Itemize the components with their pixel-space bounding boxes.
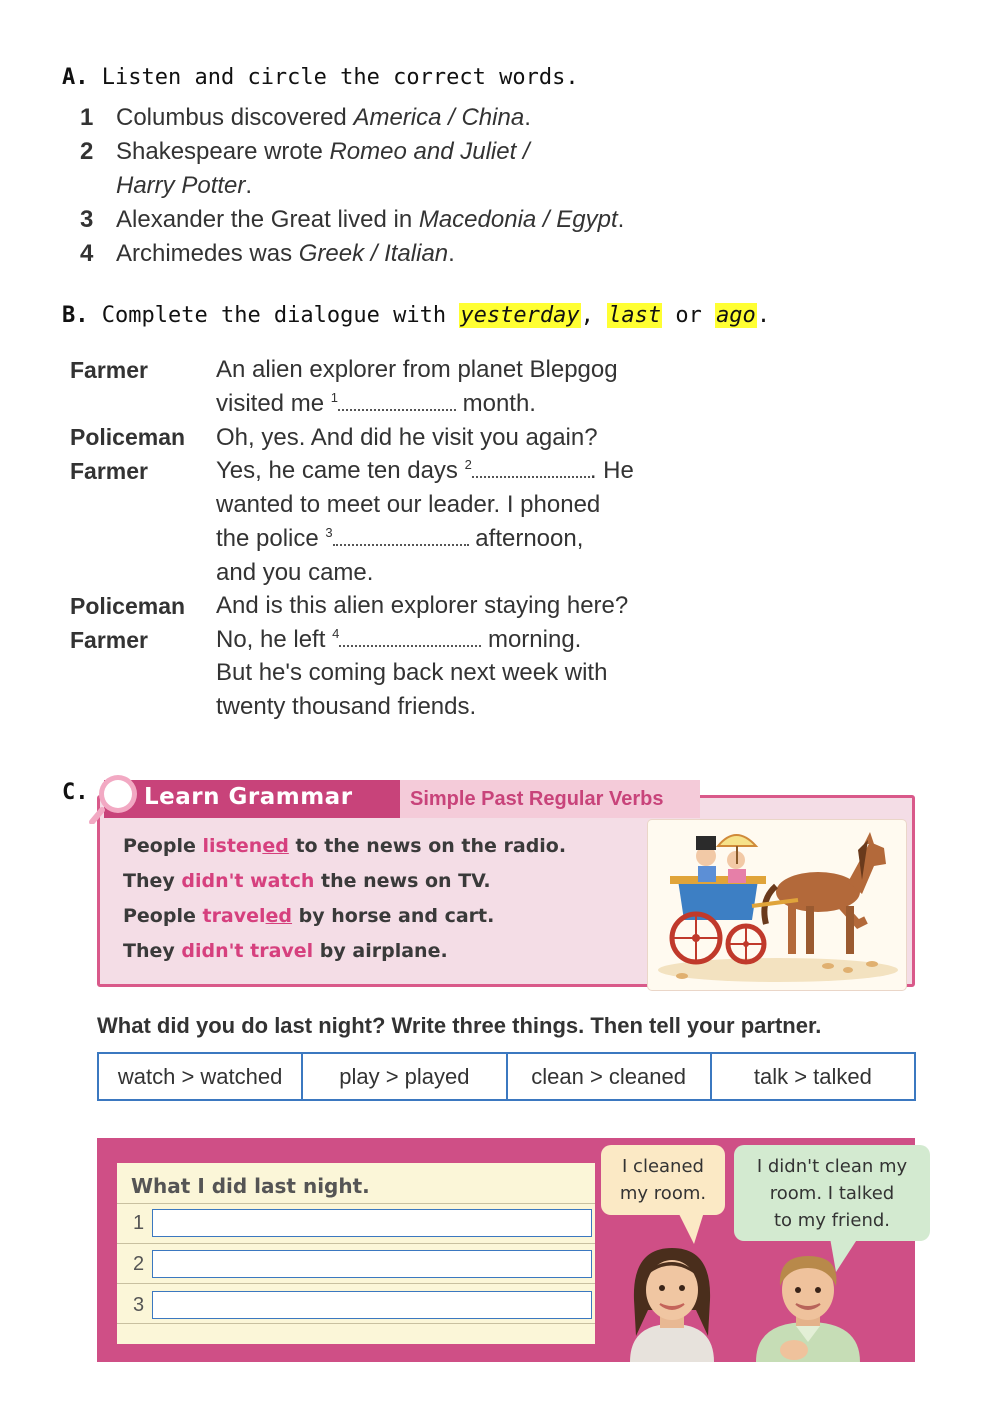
note-divider	[117, 1323, 595, 1324]
example-text: by horse and cart.	[292, 905, 495, 927]
item-number: 1	[80, 104, 94, 131]
dialogue-line: And is this alien explorer staying here?	[216, 592, 629, 619]
section-a-heading	[62, 65, 579, 90]
section-a-item-2	[80, 138, 530, 166]
verb-cell-play: play > played	[303, 1054, 507, 1099]
section-c-letter: C.	[62, 780, 89, 805]
dialogue-line: wanted to meet our leader. I phoned	[216, 491, 601, 518]
verb-cell-talk: talk > talked	[753, 1063, 872, 1089]
blank-4[interactable]	[339, 629, 481, 647]
dialogue-text: morning.	[481, 626, 582, 653]
dialogue-line: twenty thousand friends.	[216, 693, 477, 720]
comma: ,	[580, 303, 594, 328]
section-a-instruction: Listen and circle the correct words.	[101, 65, 579, 90]
item-punct: .	[617, 206, 625, 233]
example-verb: didn't watch	[181, 870, 315, 892]
verb-cell-watch: watch > watched	[99, 1054, 303, 1099]
highlight-word-last: last	[608, 303, 662, 328]
example-verb: didn't travel	[181, 940, 314, 962]
example-text: by airplane.	[313, 940, 448, 962]
answer-input-2[interactable]	[152, 1250, 592, 1278]
blank-number: 2	[464, 457, 472, 472]
dialogue-line: An alien explorer from planet Blepgog	[216, 356, 618, 383]
bubble-text: I didn't clean my	[756, 1156, 908, 1177]
highlight-word-ago: ago	[716, 303, 756, 328]
or-text: or	[662, 303, 716, 328]
note-divider	[117, 1283, 595, 1284]
blank-1[interactable]	[338, 393, 456, 411]
highlight-word-yesterday: yesterday	[460, 303, 580, 328]
grammar-example-2	[123, 870, 491, 892]
item-number: 4	[80, 240, 94, 267]
item-punct: .	[448, 240, 455, 267]
question-text: What did you do last night? Write three things. Then tell your partner.	[97, 1013, 822, 1038]
dialogue-text: the police	[216, 525, 326, 552]
example-text: They	[123, 870, 182, 892]
dialogue-text: No, he left	[216, 626, 333, 653]
speech-bubble-boy	[734, 1145, 930, 1241]
item-options[interactable]: Harry Potter	[116, 172, 246, 199]
section-c-heading	[62, 780, 89, 805]
grammar-title: Learn Grammar	[144, 784, 353, 810]
answer-input-1[interactable]	[152, 1209, 592, 1237]
example-text: People	[123, 905, 203, 927]
dialogue-line: Oh, yes. And did he visit you again?	[216, 424, 598, 451]
dialogue-line: and you came.	[216, 559, 374, 586]
dialogue-text: Yes, he came ten days	[216, 457, 465, 484]
item-options[interactable]: America / China	[353, 104, 525, 131]
section-a-item-1	[80, 104, 531, 132]
example-text: the news on TV.	[314, 870, 491, 892]
note-title: What I did last night.	[131, 1174, 370, 1198]
dialogue-line	[216, 390, 536, 418]
dialogue-line	[216, 525, 583, 553]
boy-photo	[748, 1246, 868, 1362]
bubble-text: to my friend.	[773, 1210, 891, 1231]
blank-number: 3	[325, 525, 333, 540]
item-text: Archimedes was	[116, 240, 299, 267]
item-number: 3	[80, 206, 94, 233]
item-options[interactable]: Macedonia / Egypt	[418, 206, 618, 233]
answer-input-3[interactable]	[152, 1291, 592, 1319]
example-verb: travel	[202, 905, 266, 927]
note-number-1: 1	[133, 1212, 145, 1234]
verb-cell-clean: clean > cleaned	[508, 1054, 712, 1099]
section-b-letter: B.	[62, 303, 89, 328]
dialogue-text: month.	[455, 390, 536, 417]
speaker-farmer: Farmer	[70, 627, 148, 653]
period: .	[756, 303, 771, 328]
dialogue-line	[216, 626, 581, 654]
section-b-instruction: Complete the dialogue with	[101, 303, 460, 328]
dialogue-line: But he's coming back next week with	[216, 659, 608, 686]
magnifier-icon	[88, 772, 140, 824]
speech-bubble-girl	[601, 1145, 725, 1215]
section-a-letter: A.	[62, 65, 89, 90]
bubble-text: room. I talked	[769, 1183, 895, 1204]
blank-2[interactable]	[472, 460, 590, 478]
grammar-example-3	[123, 905, 494, 927]
example-text: to the news on the radio.	[288, 835, 567, 857]
speaker-policeman: Policeman	[70, 593, 186, 619]
item-punct: .	[524, 104, 531, 131]
bubble-text: I cleaned	[622, 1156, 704, 1177]
dialogue-text: visited me	[216, 390, 331, 417]
example-verb-ending: ed	[265, 905, 293, 927]
grammar-example-1	[123, 835, 566, 857]
speaker-farmer: Farmer	[70, 357, 148, 383]
example-verb: listen	[202, 835, 263, 857]
item-text: Shakespeare wrote	[116, 138, 330, 165]
example-verb-ending: ed	[262, 835, 289, 857]
speaker-policeman: Policeman	[70, 424, 186, 450]
dialogue-text: . He	[589, 457, 634, 484]
example-text: They	[123, 940, 182, 962]
grammar-subtitle: Simple Past Regular Verbs	[410, 788, 664, 810]
note-divider	[117, 1203, 595, 1204]
girl-photo	[612, 1240, 732, 1362]
dialogue-line	[216, 457, 634, 485]
section-a-item-3	[80, 206, 624, 234]
note-divider	[117, 1243, 595, 1244]
section-b-heading	[62, 303, 770, 328]
section-a-item-2-cont	[80, 172, 252, 200]
item-text: Alexander the Great lived in	[116, 206, 419, 233]
bubble-text: my room.	[619, 1183, 707, 1204]
note-number-2: 2	[133, 1253, 145, 1275]
item-options[interactable]: Greek / Italian	[298, 240, 449, 267]
blank-number: 4	[332, 626, 340, 641]
horse-cart-illustration	[648, 820, 906, 990]
item-number: 2	[80, 138, 94, 165]
example-text: People	[123, 835, 203, 857]
item-options[interactable]: Romeo and Juliet /	[329, 138, 530, 165]
item-punct: .	[245, 172, 253, 199]
blank-number: 1	[330, 390, 338, 405]
speaker-farmer: Farmer	[70, 458, 148, 484]
section-a-item-4	[80, 240, 455, 268]
grammar-example-4	[123, 940, 448, 962]
item-text: Columbus discovered	[116, 104, 354, 131]
note-number-3: 3	[133, 1294, 145, 1316]
verb-table	[97, 1052, 916, 1101]
dialogue-text: afternoon,	[468, 525, 584, 552]
blank-3[interactable]	[333, 528, 469, 546]
